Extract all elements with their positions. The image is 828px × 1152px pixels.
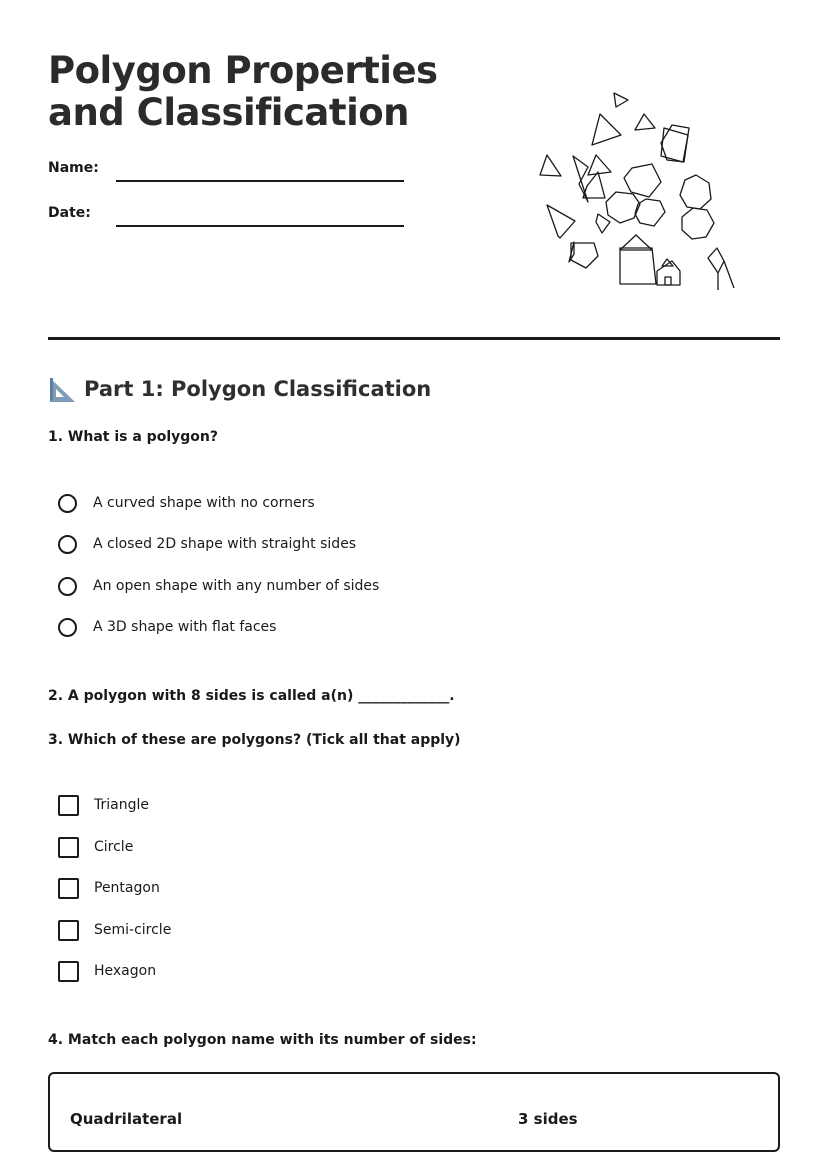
option-label: Semi-circle bbox=[94, 922, 172, 938]
q3-option-2[interactable] bbox=[58, 835, 133, 859]
option-label: Hexagon bbox=[94, 963, 157, 979]
date-label: Date: bbox=[48, 205, 91, 221]
q1-option-3[interactable] bbox=[58, 574, 379, 598]
q3-option-3[interactable] bbox=[58, 876, 160, 900]
worksheet-page bbox=[48, 0, 780, 1128]
set-square-icon bbox=[48, 375, 76, 403]
checkbox[interactable] bbox=[58, 795, 79, 816]
q1-option-2[interactable] bbox=[58, 532, 356, 556]
part1-title: Part 1: Polygon Classification bbox=[84, 377, 432, 401]
option-label: Triangle bbox=[94, 797, 149, 813]
checkbox[interactable] bbox=[58, 837, 79, 858]
name-label: Name: bbox=[48, 160, 99, 176]
question-1: 1. What is a polygon? bbox=[48, 429, 218, 445]
radio-button[interactable] bbox=[58, 494, 77, 513]
radio-button[interactable] bbox=[58, 577, 77, 596]
question-2: 2. A polygon with 8 sides is called a(n) _____________. bbox=[48, 688, 455, 704]
option-label: An open shape with any number of sides bbox=[93, 578, 380, 594]
match-sides-count[interactable]: 3 sides bbox=[518, 1110, 578, 1128]
matching-box bbox=[48, 1072, 780, 1152]
question-3: 3. Which of these are polygons? (Tick all that apply) bbox=[48, 732, 461, 748]
worksheet-title: Polygon Properties and Classification bbox=[48, 49, 438, 134]
checkbox[interactable] bbox=[58, 878, 79, 899]
option-label: A closed 2D shape with straight sides bbox=[93, 536, 357, 552]
section-divider bbox=[48, 337, 780, 340]
radio-button[interactable] bbox=[58, 535, 77, 554]
checkbox[interactable] bbox=[58, 961, 79, 982]
q3-option-5[interactable] bbox=[58, 959, 156, 983]
date-line[interactable] bbox=[116, 225, 404, 227]
match-polygon-name[interactable]: Quadrilateral bbox=[70, 1110, 183, 1128]
q3-option-1[interactable] bbox=[58, 793, 149, 817]
polygon-shapes-clipart bbox=[536, 80, 736, 292]
radio-button[interactable] bbox=[58, 618, 77, 637]
q1-option-4[interactable] bbox=[58, 615, 276, 639]
option-label: Circle bbox=[94, 839, 134, 855]
part1-heading bbox=[48, 372, 431, 406]
checkbox[interactable] bbox=[58, 920, 79, 941]
q3-option-4[interactable] bbox=[58, 918, 171, 942]
option-label: A curved shape with no corners bbox=[93, 495, 315, 511]
question-4: 4. Match each polygon name with its number of sides: bbox=[48, 1032, 477, 1048]
option-label: Pentagon bbox=[94, 880, 160, 896]
q1-option-1[interactable] bbox=[58, 491, 315, 515]
name-line[interactable] bbox=[116, 180, 404, 182]
option-label: A 3D shape with flat faces bbox=[93, 619, 277, 635]
